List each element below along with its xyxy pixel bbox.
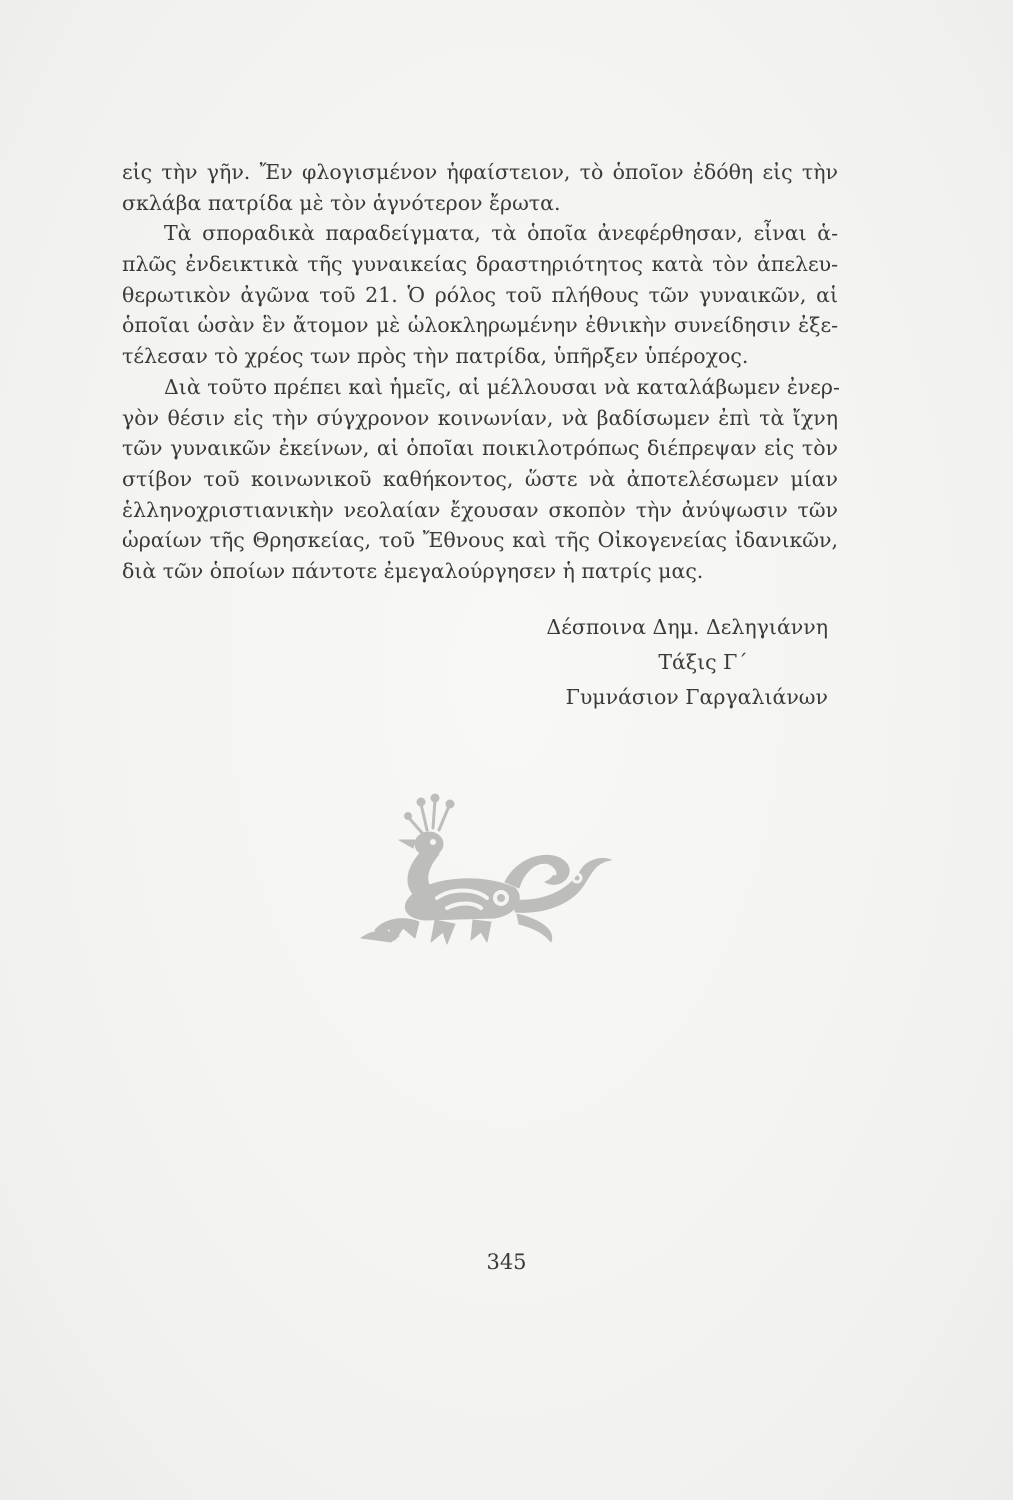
author-name: Δέσποινα Δημ. Δεληγιάννη bbox=[546, 615, 828, 639]
signature-block bbox=[508, 610, 828, 715]
body-text bbox=[122, 157, 838, 587]
text-line: στίβον τοῦ κοινωνικοῦ καθήκοντος, ὥστε νὰ ἀποτελέσωμεν μίαν bbox=[122, 466, 838, 491]
text-line: διὰ τῶν ὁποίων πάντοτε ἐμεγαλούργησεν ἡ πατρίς μας. bbox=[122, 558, 704, 583]
text-line: ὡραίων τῆς Θρησκείας, τοῦ Ἔθνους καὶ τῆς Οἰκογενείας ἰδανικῶν, bbox=[122, 528, 838, 553]
page-number: 345 bbox=[486, 1250, 527, 1274]
text-line: πλῶς ἐνδεικτικὰ τῆς γυναικείας δραστηριότητος κατὰ τὸν ἀπελευ- bbox=[122, 252, 838, 277]
text-line: ὁποῖαι ὡσὰν ἓν ἄτομον μὲ ὡλοκληρωμένην ἐθνικὴν συνείδησιν ἐξε- bbox=[122, 313, 838, 338]
text-line: σκλάβα πατρίδα μὲ τὸν ἁγνότερον ἔρωτα. bbox=[122, 190, 561, 215]
text-line: τῶν γυναικῶν ἐκείνων, αἱ ὁποῖαι ποικιλοτρόπως διέπρεψαν εἰς τὸν bbox=[122, 436, 838, 461]
author-school: Γυμνάσιον Γαργαλιάνων bbox=[565, 685, 828, 709]
peacock-ornament-icon bbox=[355, 790, 615, 950]
text-line: εἰς τὴν γῆν. Ἔν φλογισμένον ἡφαίστειον, τὸ ὁποῖον ἐδόθη εἰς τὴν bbox=[122, 160, 838, 184]
author-class: Τάξις Γ΄ bbox=[658, 650, 748, 674]
text-line: γὸν θέσιν εἰς τὴν σύγχρονον κοινωνίαν, νὰ βαδίσωμεν ἐπὶ τὰ ἴχνη bbox=[122, 405, 838, 430]
text-line: θερωτικὸν ἀγῶνα τοῦ 21. Ὁ ρόλος τοῦ πλήθους τῶν γυναικῶν, αἱ bbox=[122, 282, 838, 307]
text-line: τέλεσαν τὸ χρέος των πρὸς τὴν πατρίδα, ὑπῆρξεν ὑπέροχος. bbox=[122, 344, 749, 369]
text-line: Διὰ τοῦτο πρέπει καὶ ἡμεῖς, αἱ μέλλουσαι νὰ καταλάβωμεν ἐνερ- bbox=[164, 374, 840, 399]
text-line: ἑλληνοχριστιανικὴν νεολαίαν ἔχουσαν σκοπὸν τὴν ἀνύψωσιν τῶν bbox=[122, 497, 838, 522]
text-line: Τὰ σποραδικὰ παραδείγματα, τὰ ὁποῖα ἀνεφέρθησαν, εἶναι ἁ- bbox=[164, 221, 838, 246]
